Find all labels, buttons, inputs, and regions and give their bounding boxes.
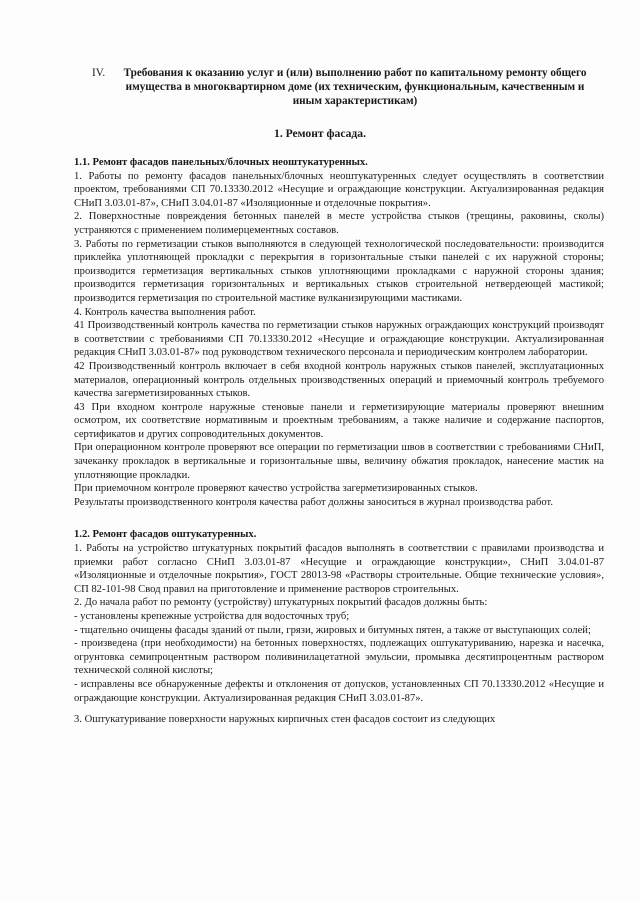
paragraph-plaster-3: 3. Оштукатуривание поверхности наружных кирпичных стен фасадов состоит из следующих [74,714,496,726]
heading-roman-numeral: IV. [92,67,106,79]
paragraph-plaster-1: 1. Работы на устройство штукатурных покрытий фасадов выполнять в соответствии с правилами производства и приемки работ согласно СНиП 3.03.01-87 «Несущие и ограждающие конструкции», СНиП 3.04.01-87 «Изоляционные и отделочные покрытия», ГОСТ 28013-98 «Растворы строительные. Общие технические условия», СП 82-101-98 Свод правил на приготовление и применение растворов строительных. [74,543,604,595]
subsection-title-1-1: 1.1. Ремонт фасадов панельных/блочных неоштукатуренных. [74,157,368,168]
paragraph-acceptance-control: При приемочном контроле проверяют качество устройства загерметизированных стыков. [74,483,478,495]
paragraph-4-2: 42 Производственный контроль включает в себя входной контроль наружных стыков панелей, эксплуатационных материалов, операционный контроль отдельных производственных операций и приемочный контроль требуемого качества загерметизированных стыков. [74,360,604,400]
heading-text: Требования к оказанию услуг и (или) выполнению работ по капитальному ремонту общего имущества в многоквартирном доме (их техническим, функциональным, качественным и иным характеристикам) [123,67,587,108]
paragraph-2: 2. Поверхностные повреждения бетонных панелей в месте устройства стыков (трещины, раковины, сколы) устраняются с применением полимерцементных составов. [74,211,604,236]
spacer [74,509,604,528]
paragraph-1: 1. Работы по ремонту фасадов панельных/блочных неоштукатуренных следует осуществлять в соответствии проектом, требованиями СП 70.13330.2012 «Несущие и ограждающие конструкции. Актуализированная редакция СНиП 3.03.01-87», СНиП 3.04.01-87 «Изоляционные и отделочные покрытия». [74,170,604,209]
spacer [74,705,604,713]
requirements-heading [94,66,594,109]
subsection-title-1-2: 1.2. Ремонт фасадов оштукатуренных. [74,529,257,541]
list-item-fasteners: - установлены крепежные устройства для водосточных труб; [74,611,350,622]
paragraph-3: 3. Работы по герметизации стыков выполняются в следующей технологической последовательности: производится приклейка уплотняющей прокладки с перекрытия в горизонтальные стыки панелей с их наружной стороны; производится герметизация вертикальных стыков уплотняющими прокладками с наружной стороны здания; производится герметизация горизонтальных и вертикальных стыков строительной нетвердеющей мастикой; производится герметизация по строительной мастике вулканизирующими мастиками. [74,238,604,304]
list-item-priming: - произведена (при необходимости) на бетонных поверхностях, подлежащих оштукатуриванию, нарезка и насечка, огрунтовка семипроцентным раствором поливинилацетатной эмульсии, промывка десятипроцентным раствором технической соляной кислоты; [74,638,604,677]
paragraph-4-1: 41 Производственный контроль качества по герметизации стыков наружных ограждающих конструкций производят в соответствии с требованиями СП 70.13330.2012 «Несущие и ограждающие конструкции. Актуализированная редакция СНиП 3.03.01-87» под руководством технического персонала и периодическим контролем лаборатории. [74,320,604,359]
paragraph-operational-control: При операционном контроле проверяют все операции по герметизации швов в соответствии с требованиями СНиП, зачеканку прокладок в вертикальные и горизонтальные швы, величину обжатия прокладок, нанесение мастик на уплотняющие прокладки. [74,442,604,481]
paragraph-4: 4. Контроль качества выполнения работ. [74,306,256,318]
paragraph-4-3: 43 При входном контроле наружные стеновые панели и герметизирующие материалы проверяют внешним осмотром, их соответствие нормативным и проектным требованиям, а также наличие и содержание паспортов, сертификатов и других сопроводительных документов. [74,401,604,440]
paragraph-plaster-2: 2. До начала работ по ремонту (устройству) штукатурных покрытий фасадов должны быть: [74,597,488,609]
paragraph-results: Результаты производственного контроля качества работ должны заноситься в журнал производства работ. [74,496,553,508]
section-title: 1. Ремонт фасада. [274,127,366,140]
list-item-cleaning: - тщательно очищены фасады зданий от пыли, грязи, жировых и битумных пятен, а также от выступающих солей; [74,624,591,636]
list-item-defects: - исправлены все обнаруженные дефекты и отклонения от допусков, установленных СП 70.13330.2012 «Несущие и ограждающие конструкции. Актуализированная редакция СНиП 3.03.01-87». [74,678,604,704]
document-body [74,156,604,727]
